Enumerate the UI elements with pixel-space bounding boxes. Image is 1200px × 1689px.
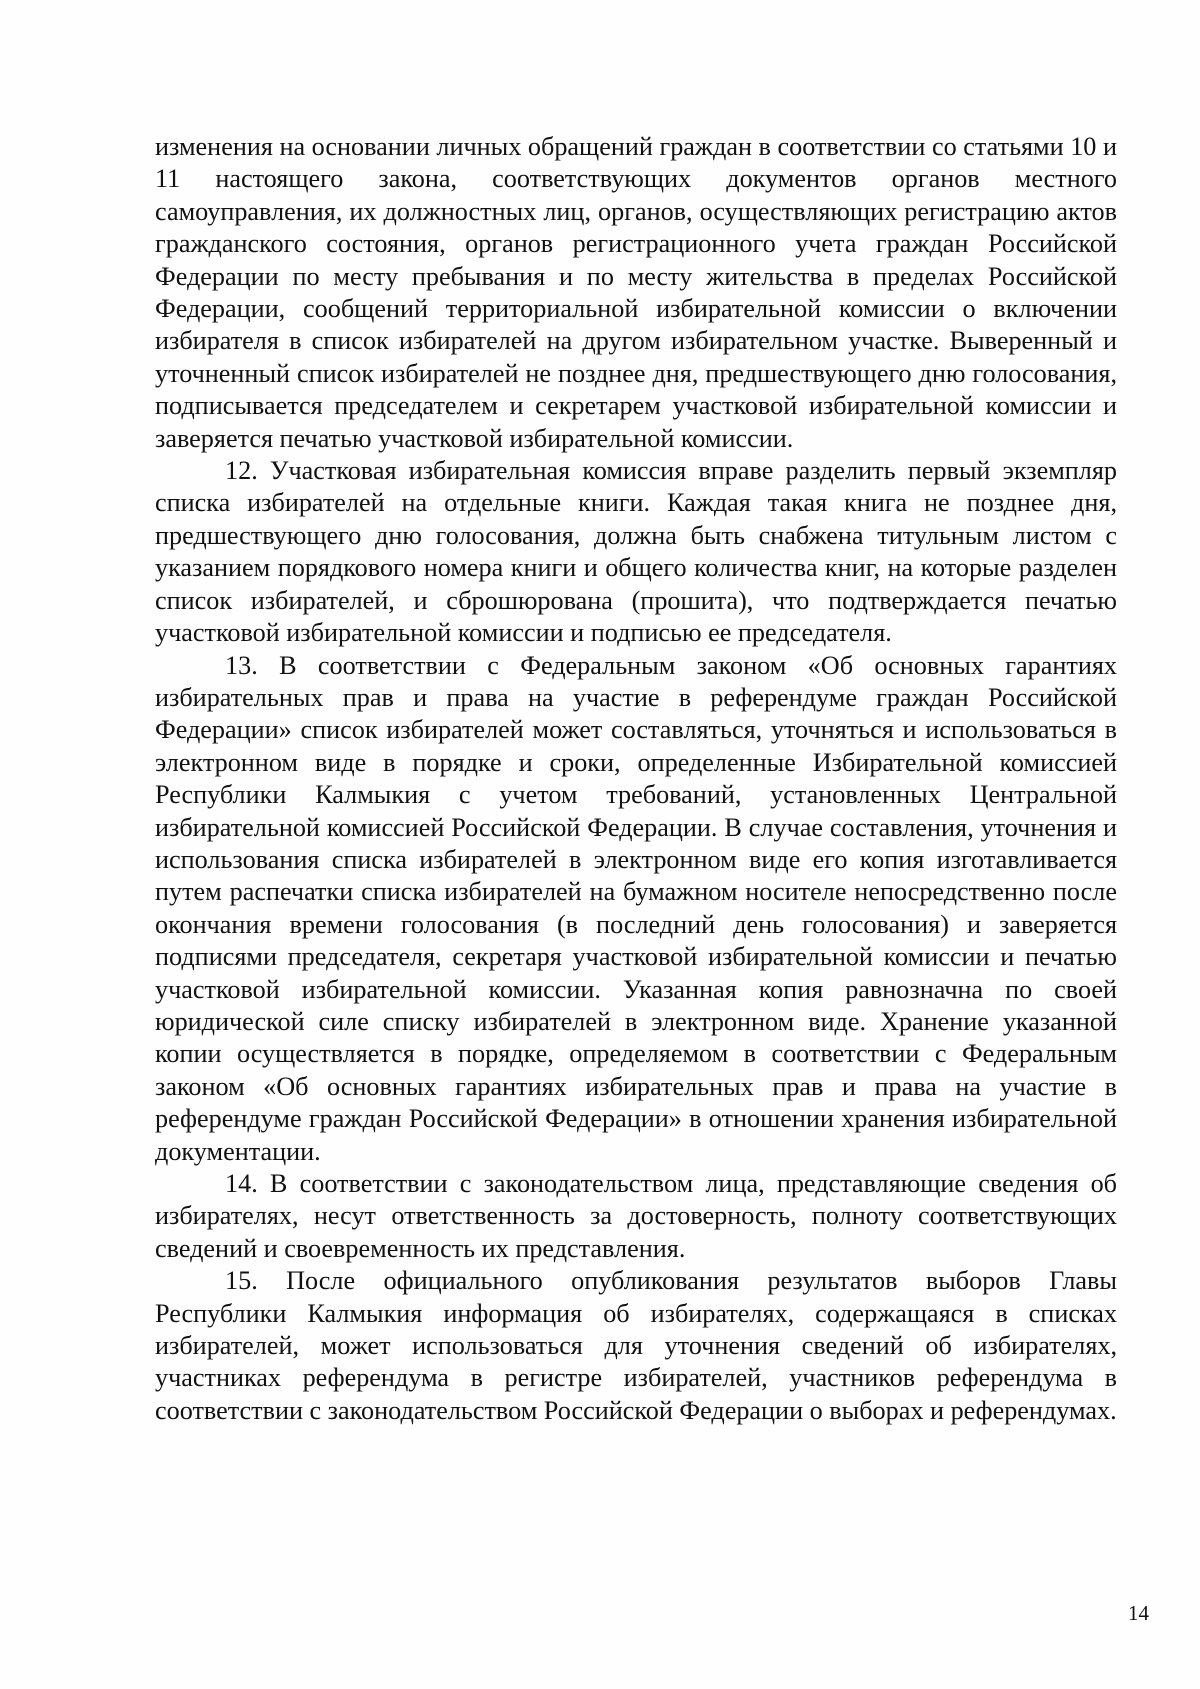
paragraph-13: 13. В соответствии с Федеральным законом «Об основных гарантиях избирательных прав и права на участие в референдуме граждан Российской Федерации» список избирателей может составляться, уточняться и использоваться в электронном виде в порядке и сроки, определенные Избирательной комиссией Республики Калмыкия с учетом требований, установленных Центральной избирательной комиссией Российской Федерации. В случае составления, уточнения и использования списка избирателей в электронном виде его копия изготавливается путем распечатки списка избирателей на бумажном носителе непосредственно после окончания времени голосования (в последний день голосования) и заверяется подписями председателя, секретаря участковой избирательной комиссии и печатью участковой избирательной комиссии. Указанная копия равнозначна по своей юридической силе списку избирателей в электронном виде. Хранение указанной копии осуществляется в порядке, определяемом в соответствии с Федеральным законом «Об основных гарантиях избирательных прав и права на участие в референдуме граждан Российской Федерации» в отношении хранения избирательной документации.: [155, 650, 1117, 1166]
paragraph-14: 14. В соответствии с законодательством лица, представляющие сведения об избирателях, несут ответственность за достоверность, полноту соответствующих сведений и своевременность их представления.: [155, 1169, 1117, 1263]
page-number: 14: [1128, 1601, 1149, 1625]
paragraph-12: 12. Участковая избирательная комиссия вправе разделить первый экземпляр списка избирателей на отдельные книги. Каждая такая книга не позднее дня, предшествующего дню голосования, должна быть снабжена титульным листом с указанием порядкового номера книги и общего количества книг, на которые разделен список избирателей, и сброшюрована (прошита), что подтверждается печатью участковой избирательной комиссии и подписью ее председателя.: [155, 456, 1117, 648]
document-body: [155, 131, 1117, 1427]
paragraph-continuation: изменения на основании личных обращений граждан в соответствии со статьями 10 и 11 настоящего закона, соответствующих документов органов местного самоуправления, их должностных лиц, органов, осуществляющих регистрацию актов гражданского состояния, органов регистрационного учета граждан Российской Федерации по месту пребывания и по месту жительства в пределах Российской Федерации, сообщений территориальной избирательной комиссии о включении избирателя в список избирателей на другом избирательном участке. Выверенный и уточненный список избирателей не позднее дня, предшествующего дню голосования, подписывается председателем и секретарем участковой избирательной комиссии и заверяется печатью участковой избирательной комиссии.: [155, 132, 1117, 453]
paragraph-15: 15. После официального опубликования результатов выборов Главы Республики Калмыкия информация об избирателях, содержащаяся в списках избирателей, может использоваться для уточнения сведений об избирателях, участниках референдума в регистре избирателей, участников референдума в соответствии с законодательством Российской Федерации о выборах и референдумах.: [155, 1266, 1117, 1425]
